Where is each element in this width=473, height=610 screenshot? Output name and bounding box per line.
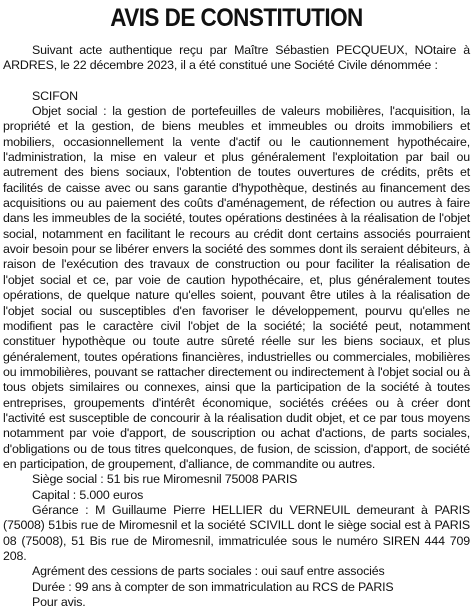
intro-paragraph: Suivant acte authentique reçu par Maître Sébastien PECQUEUX, NOtaire à ARDRES, le 22 décembre 2023, il a été constitué une Société Civile dénommée : bbox=[3, 43, 470, 73]
objet-social-paragraph: Objet social : la gestion de portefeuilles de valeurs mobilières, l'acquisition, la propriété et la gestion, de biens meubles et immeubles ou droits immobiliers et mobiliers, occasionnellement la vente d'actif ou le cautionnement hypothécaire, l'administration, la mise en valeur et plus généralement l'exploitation par bail ou autrement des biens sociaux, l'obtention de toutes ouvertures de crédits, prêts et facilités de caisse avec ou sans garantie d'hypothèque, destinés au financement des acquisitions ou au paiement des coûts d'aménagement, de réfection ou autres à faire dans les immeubles de la société, toutes opérations destinées à la réalisation de l'objet social, notamment en facilitant le recours au crédit dont certains associés pourraient avoir besoin pour se libérer envers la société des sommes dont ils seraient débiteurs, à raison de l'exécution des travaux de construction ou pour faciliter la réalisation de l'objet social et ce, par voie de caution hypothécaire, et, plus généralement toutes opérations, de quelque nature qu'elles soient, pouvant être utiles à la réalisation de l'objet social ou susceptibles d'en favoriser le développement, pourvu qu'elles ne modifient pas le caractère civil l'objet de la société; la société peut, notamment constituer hypothèque ou toute autre sûreté réelle sur les biens sociaux, et plus généralement, toutes opérations financières, industrielles ou commerciales, mobilières ou immobilières, pouvant se rattacher directement ou indirectement à l'objet social ou à tous objets similaires ou connexes, ainsi que la participation de la société à toutes entreprises, groupements d'intérêt économique, sociétés créées ou à créer dont l'activité est susceptible de concourir à la réalisation dudit objet, et ce par tous moyens notamment par voie d'apport, de souscription ou achat d'actions, de parts sociales, d'obligations ou de tous titres quelconques, de fusion, de scission, d'apport, de société en participation, de groupement, d'alliance, de commandite ou autres. bbox=[3, 104, 470, 471]
closing-line: Pour avis. bbox=[32, 595, 86, 610]
capital-line: Capital : 5.000 euros bbox=[32, 487, 144, 502]
notice-title: AVIS DE CONSTITUTION bbox=[110, 4, 363, 32]
agrement-line: Agrément des cessions de parts sociales : oui sauf entre associés bbox=[32, 564, 385, 579]
siege-social-line: Siège social : 51 bis rue Miromesnil 75008 PARIS bbox=[32, 472, 298, 487]
gerance-paragraph: Gérance : M Guillaume Pierre HELLIER du VERNEUIL demeurant à PARIS (75008) 51bis rue de Miromesnil et la société SCIVILL dont le siège social est à PARIS 08 (75008), 51 Bis rue de Miromesnil, immatriculée sous le numéro SIREN 444 709 208. bbox=[3, 502, 470, 563]
company-name: SCIFON bbox=[32, 88, 78, 103]
duree-line: Durée : 99 ans à compter de son immatriculation au RCS de PARIS bbox=[32, 579, 394, 594]
notice-body bbox=[3, 43, 470, 610]
paragraph-spacer bbox=[3, 74, 470, 89]
